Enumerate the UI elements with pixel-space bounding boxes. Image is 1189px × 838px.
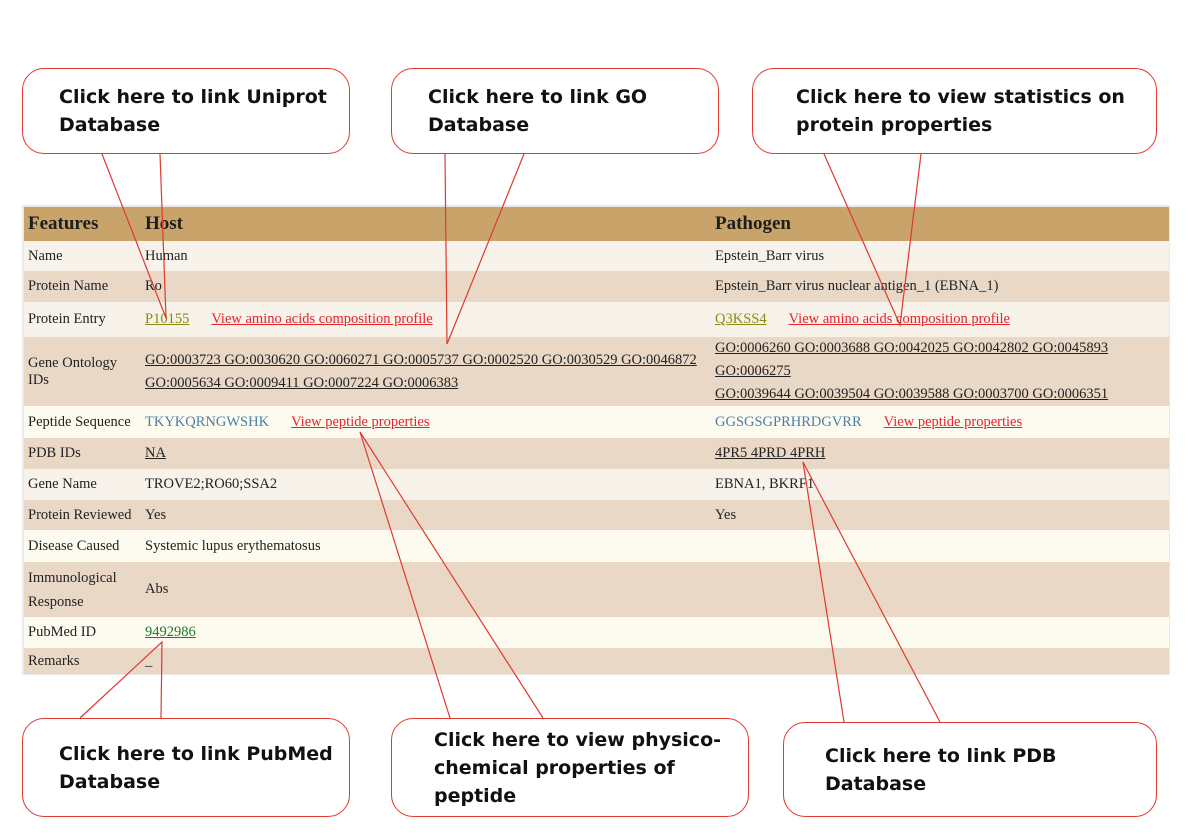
pathogen-go-ids-line1[interactable]: GO:0006260 GO:0003688 GO:0042025 GO:0042802 GO:0045893 GO:0006275 [715, 340, 1109, 379]
host-pdb-link[interactable]: NA [145, 445, 166, 461]
pathogen-go-cell [711, 337, 1169, 406]
row-label: Remarks [24, 648, 141, 674]
host-name: Human [141, 241, 711, 271]
host-protein-entry-cell [141, 302, 711, 337]
row-label: Peptide Sequence [24, 406, 141, 438]
pathogen-pubmed-cell [711, 617, 1169, 648]
row-label: Protein Reviewed [24, 500, 141, 530]
host-gene-name: TROVE2;RO60;SSA2 [141, 469, 711, 500]
header-features: Features [24, 207, 141, 241]
pathogen-name: Epstein_Barr virus [711, 241, 1169, 271]
pathogen-composition-link[interactable]: View amino acids composition profile [788, 311, 1010, 327]
host-peptide-cell [141, 406, 711, 438]
row-pubmed-id [24, 617, 1169, 648]
callout-uniprot: Click here to link Uniprot Database [22, 68, 350, 154]
callout-pdb: Click here to link PDB Database [783, 722, 1157, 817]
pathogen-protein-reviewed: Yes [711, 500, 1169, 530]
pathogen-gene-name: EBNA1, BKRF1 [711, 469, 1169, 500]
row-protein-entry [24, 302, 1169, 337]
row-label: PDB IDs [24, 438, 141, 469]
row-label: Name [24, 241, 141, 271]
pathogen-go-ids-line2[interactable]: GO:0039644 GO:0039504 GO:0039588 GO:0003700 GO:0006351 [715, 386, 1109, 402]
pathogen-disease-caused [711, 530, 1169, 562]
host-disease-caused: Systemic lupus erythematosus [141, 530, 711, 562]
row-pdb-ids [24, 438, 1169, 469]
host-pubmed-cell [141, 617, 711, 648]
callout-go: Click here to link GO Database [391, 68, 719, 154]
row-label: Protein Entry [24, 302, 141, 337]
callout-physico: Click here to view physico- chemical properties of peptide [391, 718, 749, 817]
host-composition-link[interactable]: View amino acids composition profile [211, 311, 433, 327]
host-remarks: _ [141, 648, 711, 674]
callout-pubmed: Click here to link PubMed Database [22, 718, 350, 817]
pathogen-pdb-cell [711, 438, 1169, 469]
host-pdb-cell [141, 438, 711, 469]
pathogen-immunological-response [711, 562, 1169, 617]
row-label [24, 562, 141, 617]
row-label: Protein Name [24, 271, 141, 302]
row-remarks [24, 648, 1169, 674]
callout-stats: Click here to view statistics on protein properties [752, 68, 1157, 154]
pathogen-peptide-sequence: GGSGSGPRHRDGVRR [715, 413, 862, 430]
header-host: Host [141, 207, 711, 241]
host-peptide-properties-link[interactable]: View peptide properties [291, 413, 430, 430]
row-protein-reviewed [24, 500, 1169, 530]
header-pathogen: Pathogen [711, 207, 1169, 241]
row-label: Disease Caused [24, 530, 141, 562]
row-label: Gene Ontology IDs [24, 337, 141, 406]
host-go-cell [141, 337, 711, 406]
host-peptide-sequence: TKYKQRNGWSHK [145, 413, 270, 430]
pathogen-pdb-links[interactable]: 4PR5 4PRD 4PRH [715, 445, 826, 461]
pathogen-protein-entry-cell [711, 302, 1169, 337]
row-label-line2: Response [28, 593, 84, 610]
row-label: PubMed ID [24, 617, 141, 648]
host-go-ids-line1[interactable]: GO:0003723 GO:0030620 GO:0060271 GO:0005737 GO:0002520 GO:0030529 GO:0046872 [145, 351, 697, 368]
row-label-line1: Immunological [28, 569, 117, 586]
row-immunological-response [24, 562, 1169, 617]
host-go-ids-line2[interactable]: GO:0005634 GO:0009411 GO:0007224 GO:0006383 [145, 374, 459, 391]
features-table [24, 207, 1169, 674]
row-peptide-sequence [24, 406, 1169, 438]
pathogen-peptide-cell [711, 406, 1169, 438]
host-immunological-response: Abs [141, 562, 711, 617]
pathogen-remarks [711, 648, 1169, 674]
row-name [24, 241, 1169, 271]
row-label: Gene Name [24, 469, 141, 500]
row-gene-name [24, 469, 1169, 500]
pathogen-peptide-properties-link[interactable]: View peptide properties [883, 413, 1023, 430]
host-protein-reviewed: Yes [141, 500, 711, 530]
host-protein-name: Ro [141, 271, 711, 302]
pathogen-protein-name: Epstein_Barr virus nuclear antigen_1 (EBNA_1) [711, 271, 1169, 302]
row-protein-name [24, 271, 1169, 302]
host-uniprot-link[interactable]: P10155 [145, 311, 190, 327]
row-disease-caused [24, 530, 1169, 562]
row-gene-ontology [24, 337, 1169, 406]
table-header-row [24, 207, 1169, 241]
pathogen-uniprot-link[interactable]: Q3KSS4 [715, 311, 767, 327]
host-pubmed-link[interactable]: 9492986 [145, 624, 196, 640]
